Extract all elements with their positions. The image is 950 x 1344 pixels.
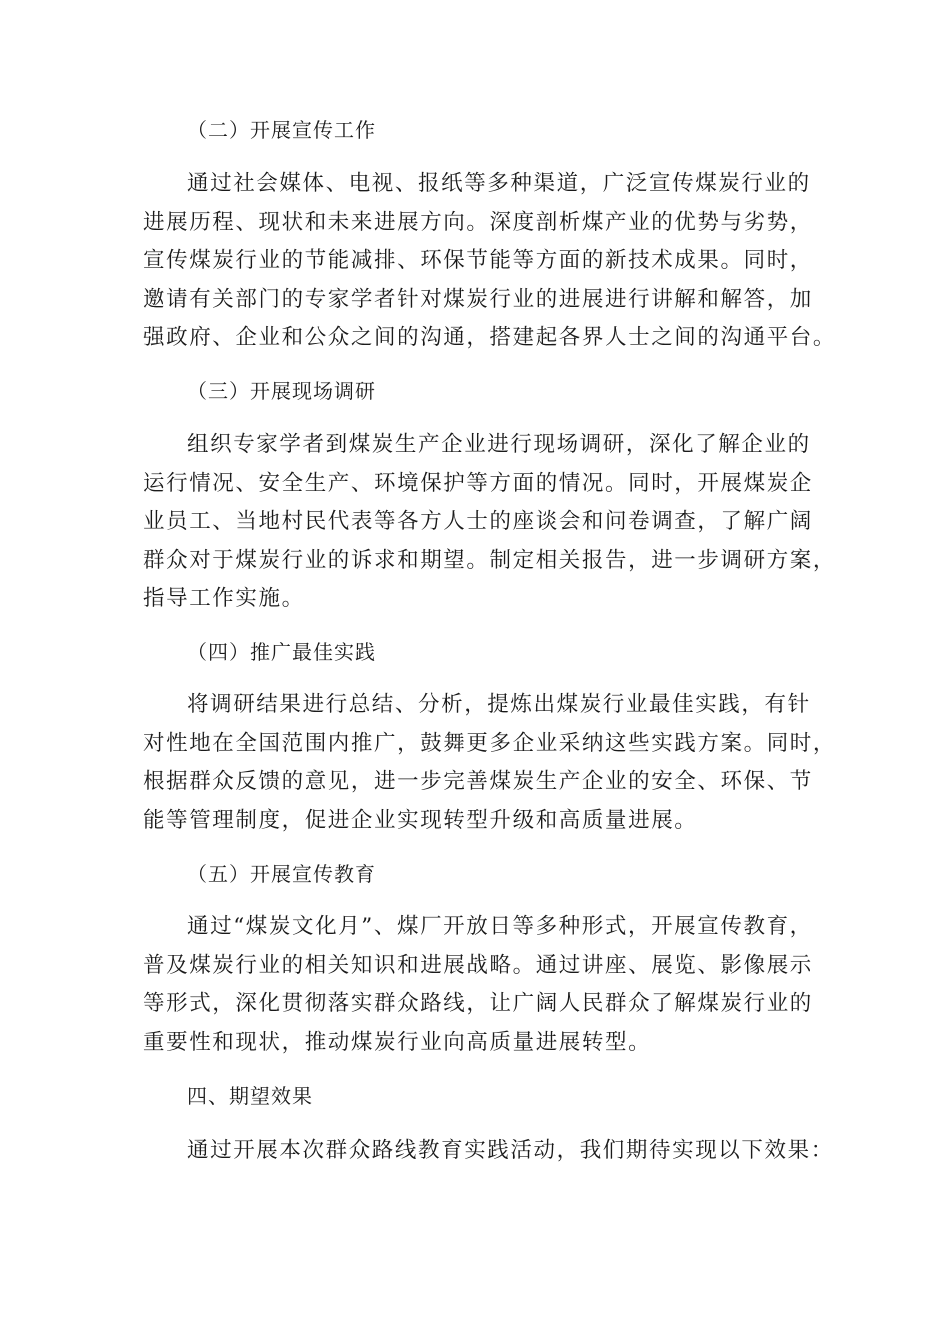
paragraph-line: 邀请有关部门的专家学者针对煤炭行业的进展进行讲解和解答，加 [143, 286, 813, 312]
chapter-paragraph-expected-effects [143, 1132, 834, 1171]
section-paragraph-5 [143, 908, 813, 1062]
section-paragraph-3 [143, 426, 837, 619]
paragraph-line: 指导工作实施。 [143, 586, 305, 612]
paragraph-line: 对性地在全国范围内推广，鼓舞更多企业采纳这些实践方案。同时， [143, 730, 837, 756]
paragraph-line: 通过开展本次群众路线教育实践活动，我们期待实现以下效果： [187, 1138, 834, 1163]
section-heading-5: （五）开展宣传教育 [187, 862, 376, 886]
paragraph-line: 群众对于煤炭行业的诉求和期望。制定相关报告，进一步调研方案， [143, 547, 837, 573]
paragraph-line: 组织专家学者到煤炭生产企业进行现场调研，深化了解企业的 [187, 432, 811, 457]
paragraph-line: 普及煤炭行业的相关知识和进展战略。通过讲座、展览、影像展示 [143, 952, 813, 978]
section-heading-4: （四）推广最佳实践 [187, 640, 376, 664]
paragraph-line: 根据群众反馈的意见，进一步完善煤炭生产企业的安全、环保、节 [143, 769, 813, 795]
paragraph-line: 进展历程、现状和未来进展方向。深度剖析煤产业的优势与劣势， [143, 209, 813, 235]
paragraph-line: 通过社会媒体、电视、报纸等多种渠道，广泛宣传煤炭行业的 [187, 171, 811, 196]
chapter-heading-expected-effects: 四、期望效果 [187, 1084, 313, 1108]
paragraph-line: 能等管理制度，促进企业实现转型升级和高质量进展。 [143, 807, 698, 833]
paragraph-line: 运行情况、安全生产、环境保护等方面的情况。同时，开展煤炭企 [143, 470, 813, 496]
paragraph-line: 等形式，深化贯彻落实群众路线，让广阔人民群众了解煤炭行业的 [143, 991, 813, 1017]
section-heading-2: （二）开展宣传工作 [187, 118, 376, 142]
paragraph-line: 将调研结果进行总结、分析，提炼出煤炭行业最佳实践，有针 [187, 692, 811, 717]
paragraph-line: 强政府、企业和公众之间的沟通，搭建起各界人士之间的沟通平台。 [143, 325, 837, 351]
section-paragraph-2 [143, 165, 837, 358]
section-paragraph-4 [143, 686, 837, 840]
paragraph-line: 重要性和现状，推动煤炭行业向高质量进展转型。 [143, 1029, 652, 1055]
paragraph-line: 宣传煤炭行业的节能减排、环保节能等方面的新技术成果。同时， [143, 248, 813, 274]
paragraph-line: 业员工、当地村民代表等各方人士的座谈会和问卷调查，了解广阔 [143, 509, 813, 535]
paragraph-line: 通过“煤炭文化月”、煤厂开放日等多种形式，开展宣传教育， [187, 914, 813, 939]
section-heading-3: （三）开展现场调研 [187, 379, 376, 403]
